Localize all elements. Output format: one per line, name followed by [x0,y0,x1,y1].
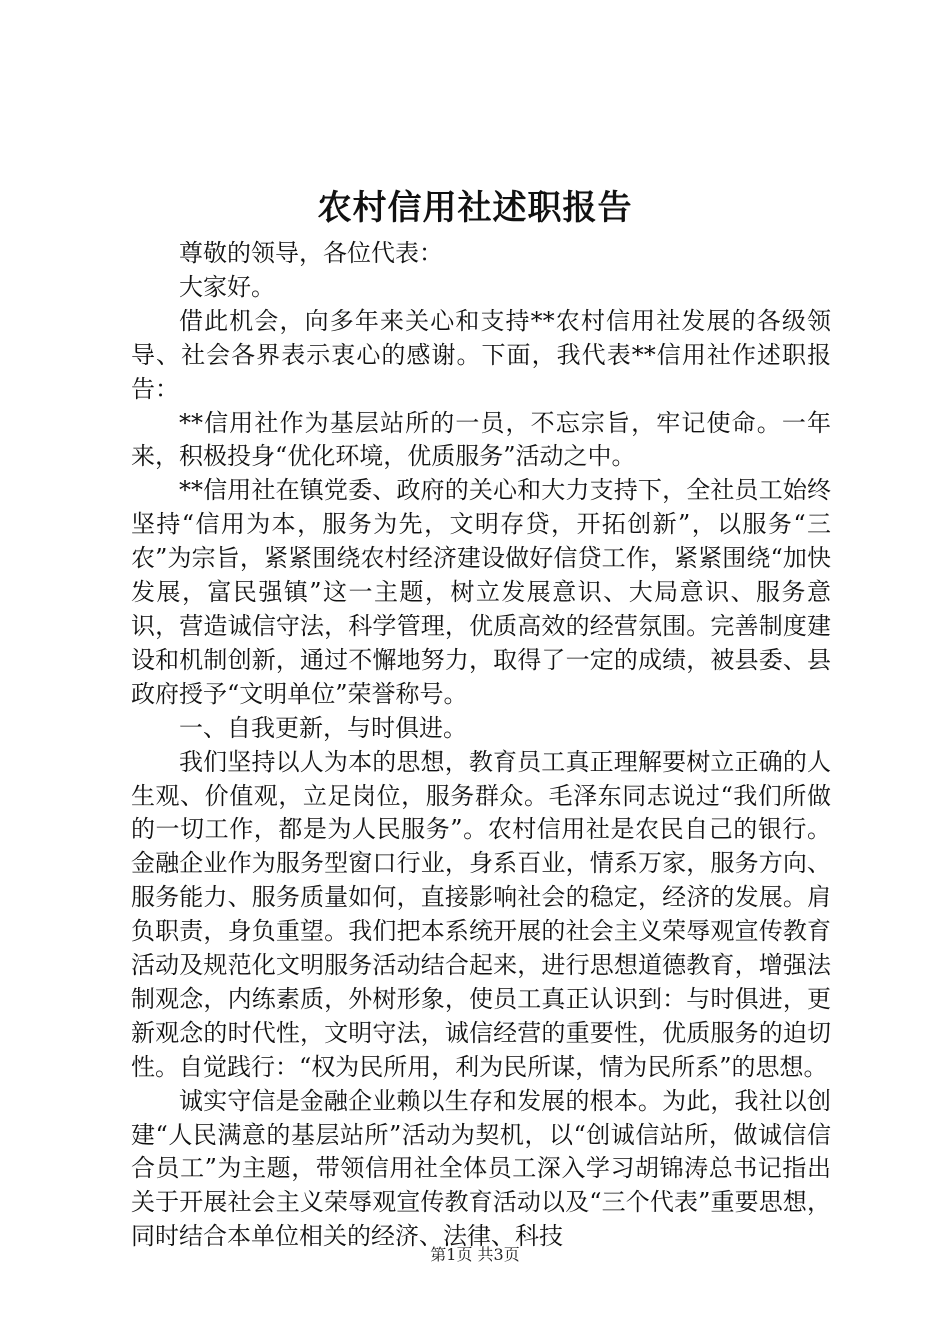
page-number: 第1页 共3页 [430,1245,520,1264]
paragraph-mission: **信用社作为基层站所的一员，不忘宗旨，牢记使命。一年来，积极投身“优化环境，优质服务”活动之中。 [131,408,831,471]
document-body [131,237,831,1254]
section-heading-1: 一、自我更新，与时俱进。 [179,713,467,742]
document-title: 农村信用社述职报告 [317,188,633,228]
paragraph-salutation: 尊敬的领导，各位代表： [179,239,443,267]
paragraph-greeting: 大家好。 [179,272,275,301]
paragraph-achievements: **信用社在镇党委、政府的关心和大力支持下，全社员工始终坚持“信用为本，服务为先，文明存贷，开拓创新”，以服务“三农”为宗旨，紧紧围绕农村经济建设做好信贷工作，紧紧围绕“加快发展，富民强镇”这一主题，树立发展意识、大局意识、服务意识，营造诚信守法，科学管理，优质高效的经营氛围。完善制度建设和机制创新，通过不懈地努力，取得了一定的成绩，被县委、县政府授予“文明单位”荣誉称号。 [131,476,831,708]
paragraph-thanks: 借此机会，向多年来关心和支持**农村信用社发展的各级领导、社会各界表示衷心的感谢。下面，我代表**信用社作述职报告： [131,306,831,403]
paragraph-integrity: 诚实守信是金融企业赖以生存和发展的根本。为此，我社以创建“人民满意的基层站所”活动为契机，以“创诚信站所，做诚信信合员工”为主题，带领信用社全体员工深入学习胡锦涛总书记指出关于开展社会主义荣辱观宣传教育活动以及“三个代表”重要思想，同时结合本单位相关的经济、法律、科技 [131,1086,831,1251]
paragraph-people-first: 我们坚持以人为本的思想，教育员工真正理解要树立正确的人生观、价值观，立足岗位，服务群众。毛泽东同志说过“我们所做的一切工作，都是为人民服务”。农村信用社是农民自己的银行。金融企业作为服务型窗口行业，身系百业，情系万家，服务方向、服务能力、服务质量如何，直接影响社会的稳定，经济的发展。肩负职责，身负重望。我们把本系统开展的社会主义荣辱观宣传教育活动及规范化文明服务活动结合起来，进行思想道德教育，增强法制观念，内练素质，外树形象，使员工真正认识到：与时俱进，更新观念的时代性，文明守法，诚信经营的重要性，优质服务的迫切性。自觉践行：“权为民所用，利为民所谋，情为民所系”的思想。 [131,747,831,1081]
